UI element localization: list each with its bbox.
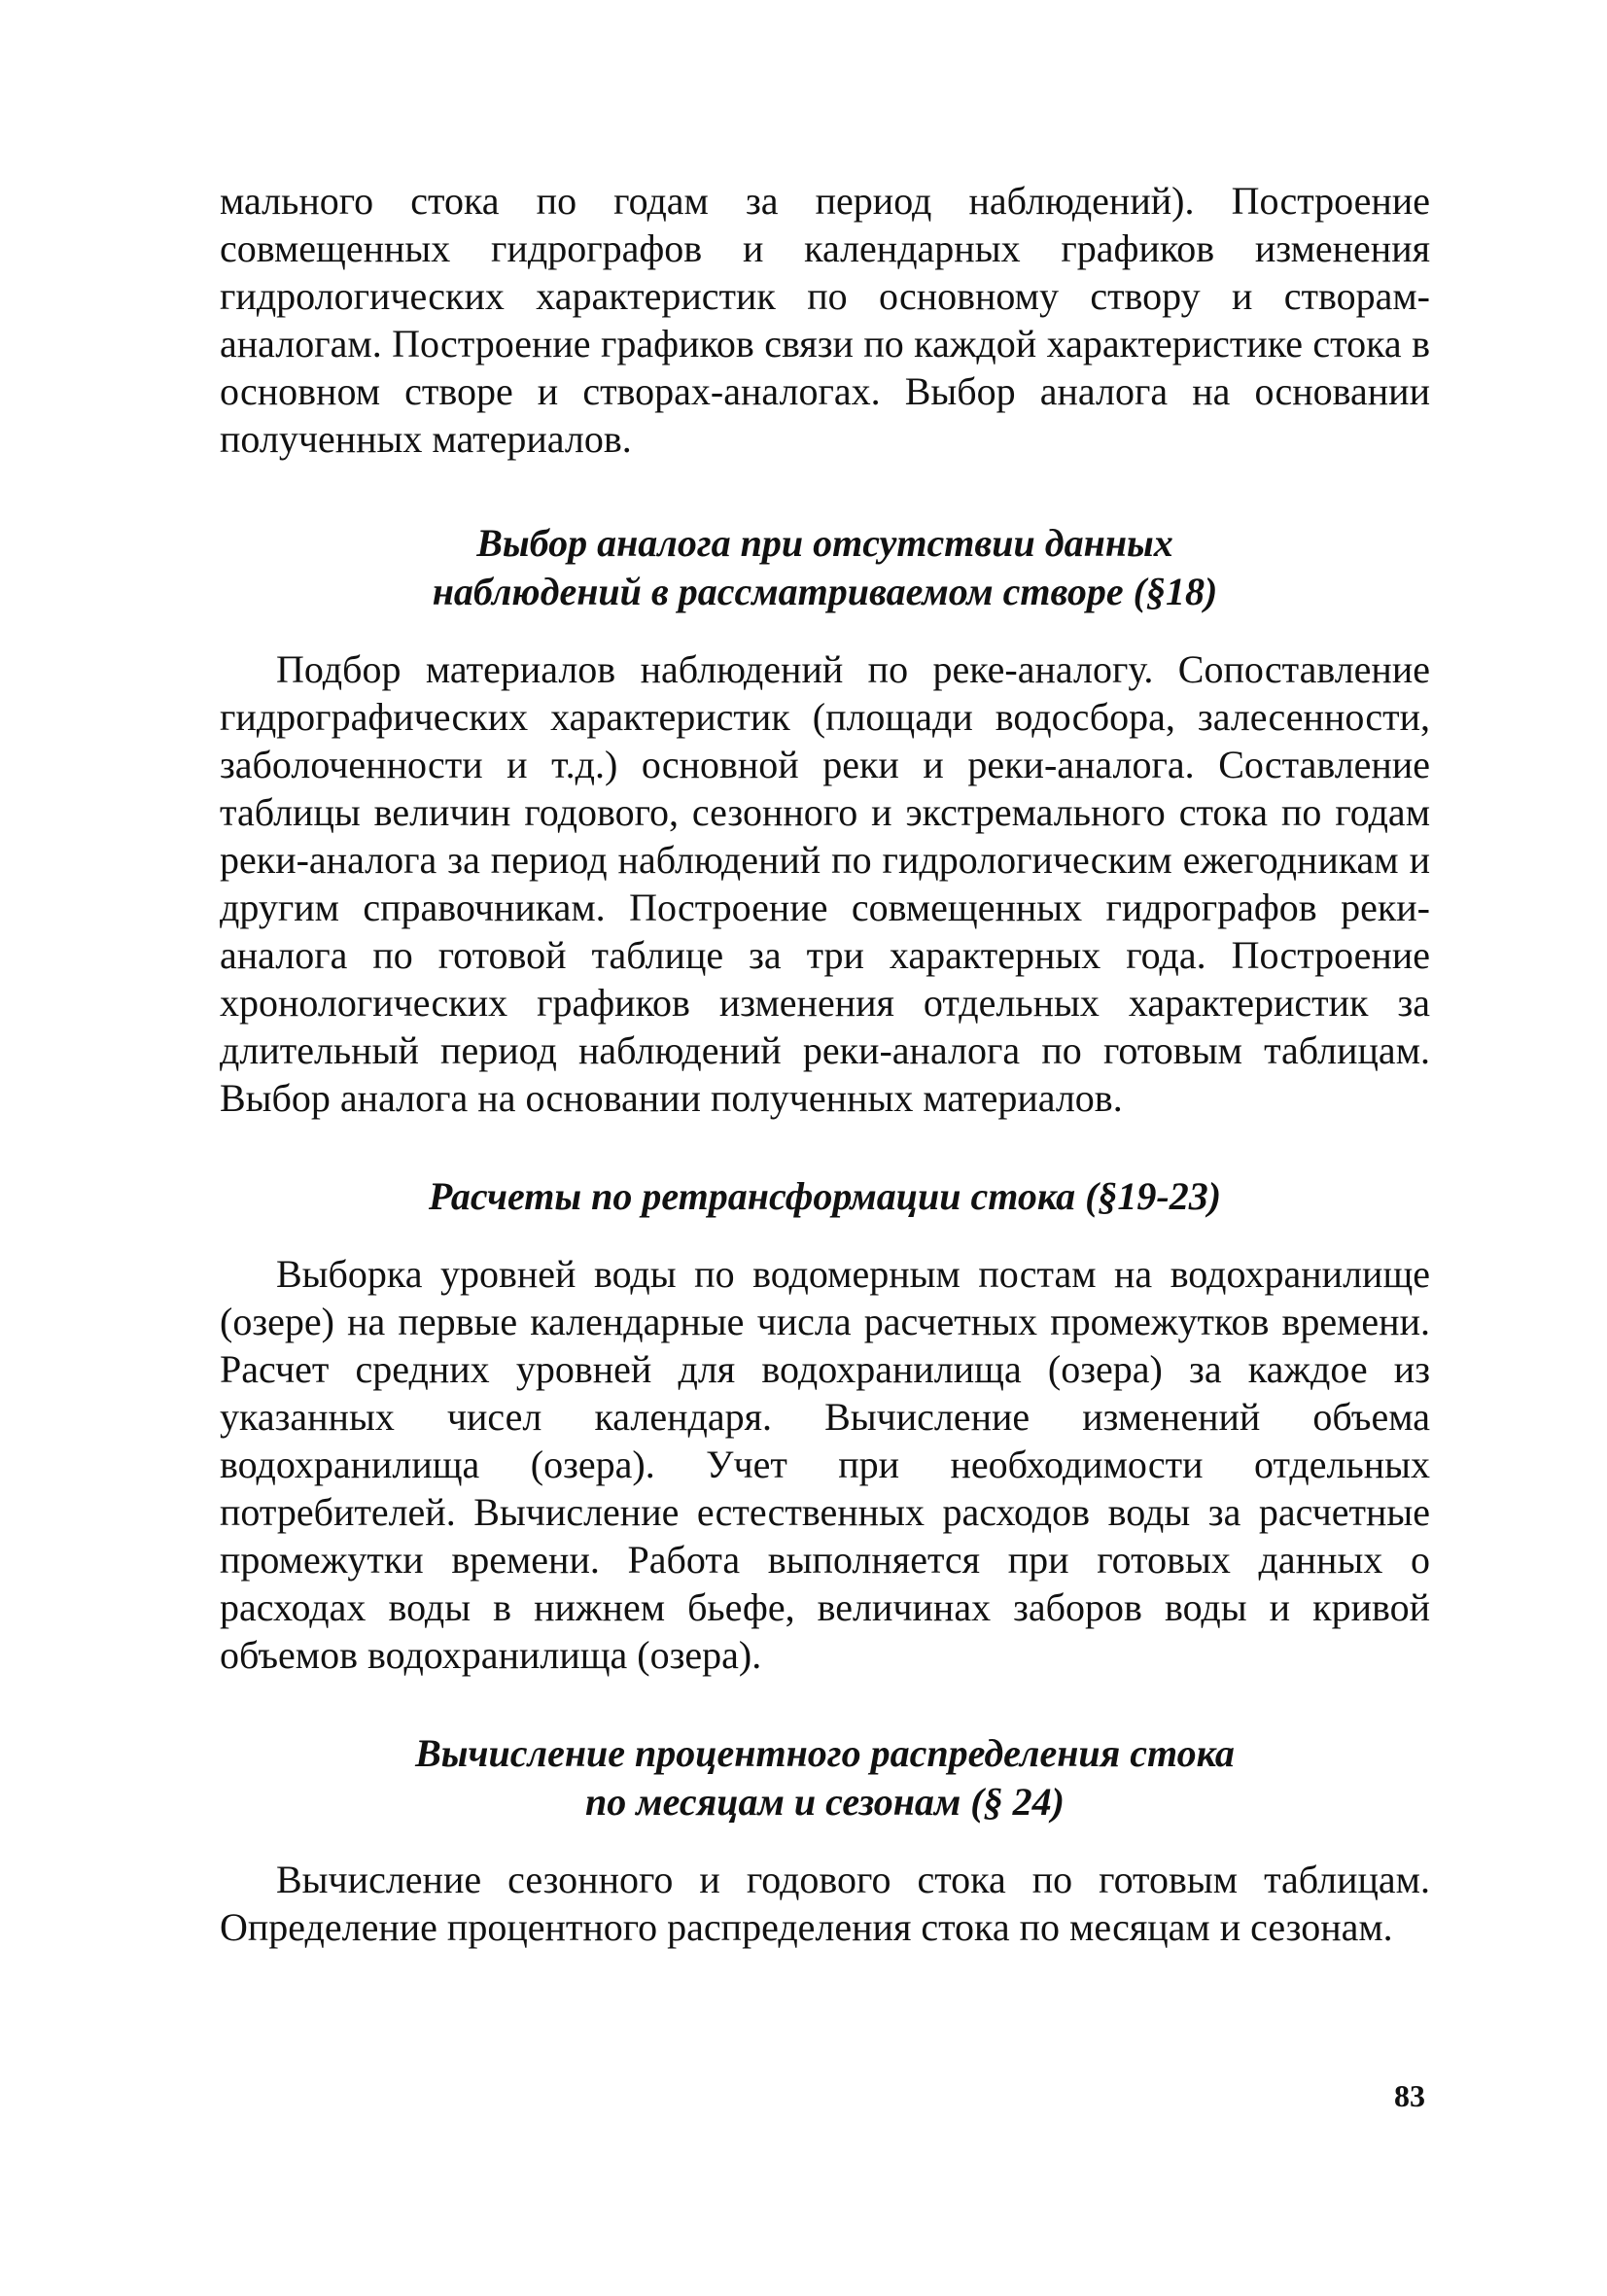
heading-line: Выбор аналога при отсутствии данных (476, 521, 1173, 565)
paragraph-intro: мального стока по годам за период наблюдений). Построение совмещенных гидрографов и календарных графиков изменения гидрологических характеристик по основному створу и створам-аналогам. Построение графиков связи по каждой характеристике стока в основном створе и створах-аналогах. Выбор аналога на основании полученных материалов. (220, 179, 1430, 461)
heading-line: по месяцам и сезонам (§ 24) (585, 1780, 1065, 1824)
paragraph-retransformation: Выборка уровней воды по водомерным постам на водохранилище (озере) на первые календарные числа расчетных промежутков времени. Расчет средних уровней для водохранилища (озера) за каждое из указанных чисел календаря. Вычисление изменений объема водохранилища (озера). Учет при необходимости отдельных потребителей. Вычисление естественных расходов воды за расчетные промежутки времени. Работа выполняется при готовых данных о расходах воды в нижнем бьефе, величинах заборов воды и кривой объемов водохранилища (озера). (220, 1252, 1430, 1677)
paragraph-distribution: Вычисление сезонного и годового стока по готовым таблицам. Определение процентного распределения стока по месяцам и сезонам. (220, 1858, 1430, 1949)
heading-distribution (220, 1729, 1430, 1826)
heading-line: наблюдений в рассматриваемом створе (§18) (432, 570, 1218, 613)
heading-analog-selection (220, 519, 1430, 616)
heading-retransformation (220, 1172, 1430, 1221)
heading-line: Расчеты по ретрансформации стока (§19-23) (428, 1174, 1222, 1218)
heading-line: Вычисление процентного распределения стока (415, 1731, 1235, 1775)
paragraph-analog-selection: Подбор материалов наблюдений по реке-аналогу. Сопоставление гидрографических характеристик (площади водосбора, залесенности, заболоченности и т.д.) основной реки и реки-аналога. Составление таблицы величин годового, сезонного и экстремального стока по годам реки-аналога за период наблюдений по гидрологическим ежегодникам и другим справочникам. Построение совмещенных гидрографов реки-аналога по готовой таблице за три характерных года. Построение хронологических графиков изменения отдельных характеристик за длительный период наблюдений реки-аналога по готовым таблицам. Выбор аналога на основании полученных материалов. (220, 647, 1430, 1120)
page-number: 83 (1394, 2078, 1425, 2113)
document-page (220, 177, 1430, 1951)
